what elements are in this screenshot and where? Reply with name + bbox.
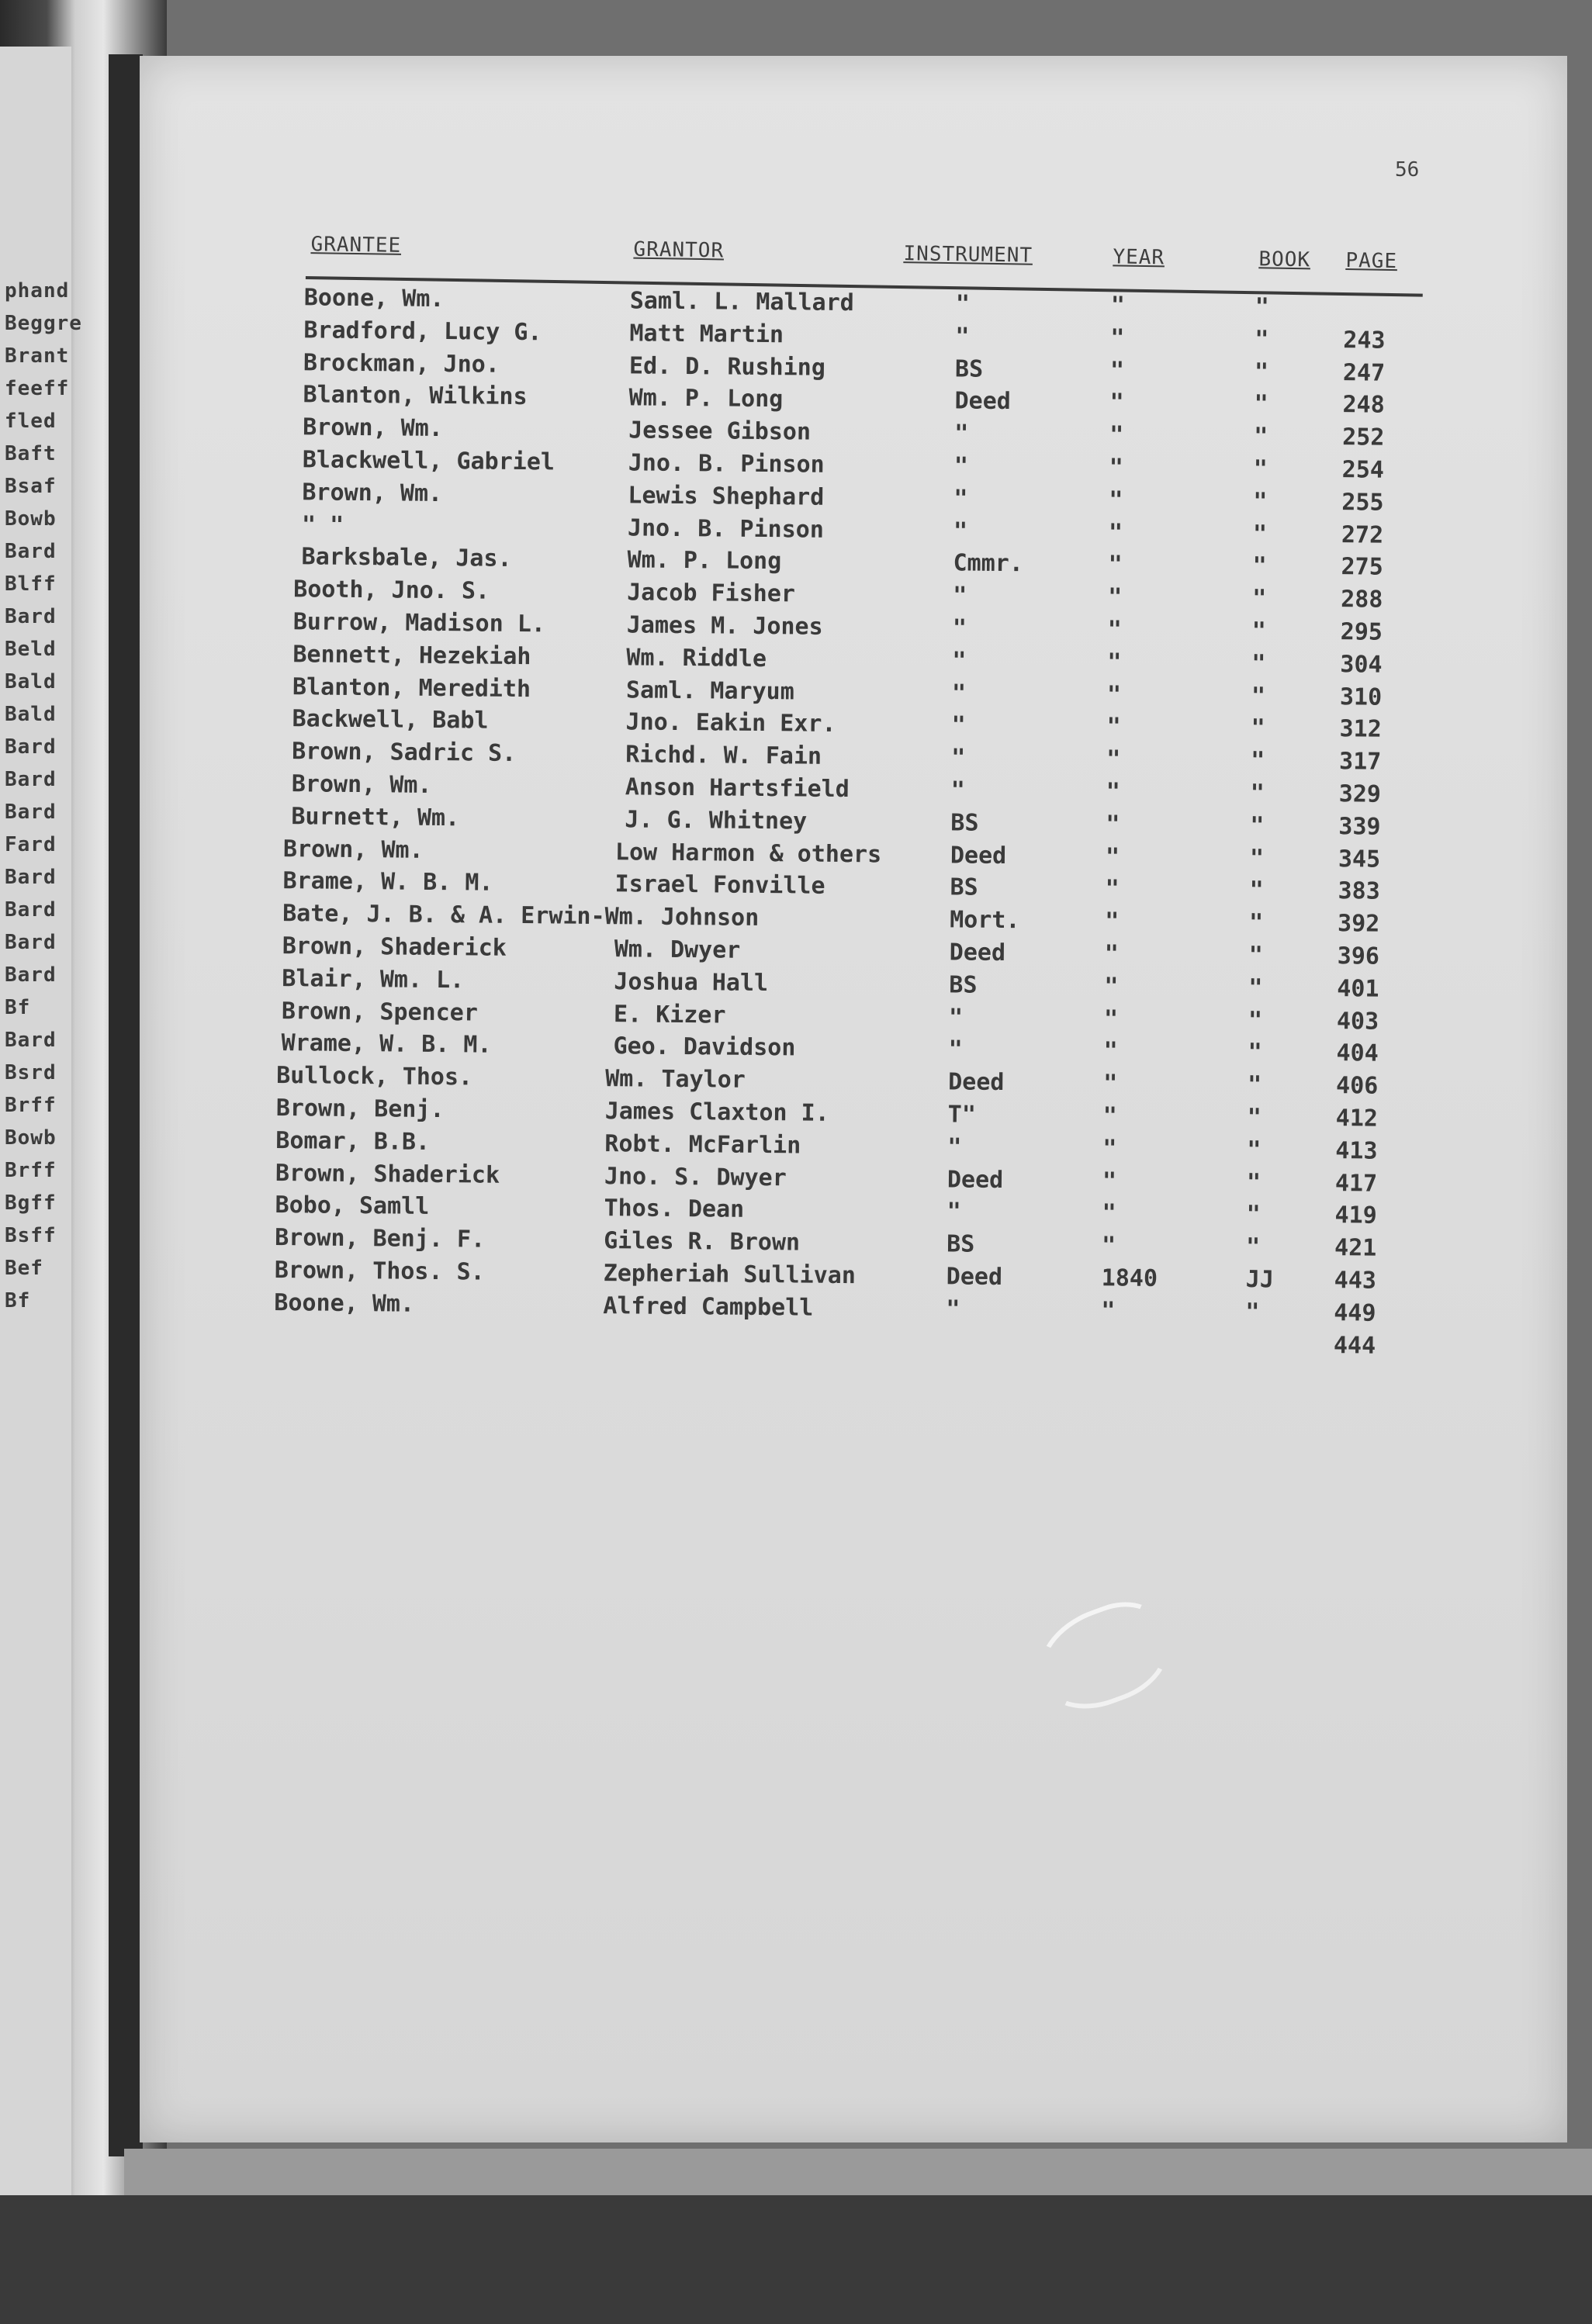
- page-cell: 247: [1342, 358, 1386, 387]
- year-cell: ": [1106, 778, 1120, 806]
- grantor-cell: Wm. P. Long: [627, 546, 782, 576]
- book-cell: ": [1248, 909, 1264, 937]
- page-cell: 417: [1334, 1169, 1378, 1198]
- bleed-text: Fard: [5, 833, 57, 856]
- grantor-cell: Wm. Taylor: [605, 1065, 746, 1094]
- year-cell: ": [1109, 389, 1124, 417]
- page-cell: 248: [1342, 391, 1385, 420]
- grantee-cell: Brown, Thos. S.: [274, 1256, 485, 1286]
- page-cell: 419: [1334, 1202, 1377, 1229]
- book-cell: ": [1254, 423, 1268, 451]
- instrument-cell: ": [953, 485, 968, 513]
- page-cell: 404: [1336, 1039, 1379, 1067]
- book-cell: ": [1250, 747, 1265, 775]
- grantor-cell: J. G. Whitney: [625, 806, 808, 835]
- bleed-text: Beggre: [5, 312, 82, 335]
- header-grantor: GRANTOR: [633, 237, 725, 263]
- grantee-cell: Brockman, Jno.: [303, 348, 500, 379]
- page-cell: 444: [1333, 1331, 1376, 1360]
- instrument-cell: ": [953, 517, 968, 545]
- year-cell: ": [1101, 1232, 1116, 1260]
- instrument-cell: BS: [950, 873, 978, 902]
- year-cell: ": [1109, 486, 1123, 514]
- book-cell: ": [1248, 1006, 1263, 1034]
- year-cell: ": [1107, 648, 1122, 676]
- grantor-cell: Ed. D. Rushing: [628, 351, 826, 382]
- year-cell: ": [1108, 583, 1123, 611]
- year-cell: ": [1105, 875, 1120, 903]
- grantee-cell: Burrow, Madison L.: [292, 608, 546, 638]
- page-cell: 254: [1341, 456, 1385, 484]
- bleed-text: Bard: [5, 768, 57, 791]
- book-cell: ": [1247, 1071, 1262, 1099]
- year-cell: ": [1104, 940, 1119, 968]
- page-cell: 449: [1334, 1299, 1376, 1327]
- year-cell: ": [1101, 1296, 1116, 1325]
- bleed-text: Bard: [5, 963, 57, 987]
- bleed-text: Bard: [5, 801, 57, 824]
- grantor-cell: Joshua Hall: [614, 967, 769, 997]
- book-cell: ": [1255, 293, 1270, 321]
- bleed-text: Bsrd: [5, 1061, 57, 1084]
- page-cell: 295: [1340, 618, 1383, 646]
- grantee-cell: Brown, Wm.: [282, 835, 424, 864]
- instrument-cell: ": [948, 1003, 964, 1032]
- bleed-text: Bald: [5, 670, 57, 693]
- header-page: PAGE: [1345, 249, 1398, 274]
- bleed-text: Bowb: [5, 1126, 57, 1150]
- year-cell: ": [1108, 518, 1123, 547]
- previous-page-edge: [0, 47, 82, 2234]
- grantee-cell: Burnett, Wm.: [291, 802, 460, 832]
- book-cell: ": [1249, 877, 1264, 904]
- bleed-text: Bef: [5, 1257, 43, 1280]
- grantor-cell: Saml. L. Mallard: [629, 287, 854, 317]
- year-cell: ": [1107, 616, 1123, 644]
- year-cell: ": [1103, 1005, 1119, 1032]
- grantor-cell: Thos. Dean: [604, 1195, 745, 1224]
- grantor-cell: Geo. Davidson: [613, 1032, 796, 1062]
- bleed-text: Brant: [5, 344, 70, 368]
- instrument-cell: ": [952, 614, 967, 642]
- bleed-text: Bf: [5, 996, 31, 1019]
- grantor-cell: Wm. P. Long: [628, 384, 784, 413]
- book-cell: ": [1251, 682, 1266, 710]
- bleed-text: Bgff: [5, 1191, 57, 1215]
- book-cell: ": [1248, 1039, 1262, 1067]
- ledger-rows: [269, 284, 1443, 1365]
- year-cell: ": [1108, 551, 1123, 579]
- page-cell: 329: [1338, 780, 1382, 808]
- grantee-cell: Brown, Wm.: [302, 479, 443, 507]
- grantor-cell: Lewis Shephard: [628, 482, 825, 511]
- page-cell: 412: [1335, 1105, 1379, 1133]
- book-cell: ": [1245, 1298, 1260, 1326]
- grantee-cell: Brame, W. B. M.: [282, 867, 493, 897]
- page-cell: 345: [1338, 845, 1381, 873]
- instrument-cell: ": [947, 1198, 961, 1226]
- year-cell: ": [1102, 1167, 1117, 1195]
- year-cell: ": [1102, 1199, 1116, 1227]
- year-cell: 1840: [1101, 1264, 1158, 1292]
- instrument-cell: BS: [950, 809, 979, 837]
- bleed-text: Bard: [5, 931, 57, 954]
- grantee-cell: Blackwell, Gabriel: [302, 446, 555, 476]
- page-cell: 288: [1340, 586, 1383, 614]
- year-cell: ": [1103, 1037, 1118, 1065]
- grantee-cell: Blair, Wm. L.: [282, 964, 465, 994]
- instrument-cell: BS: [954, 354, 984, 383]
- bleed-text: Bard: [5, 1029, 57, 1052]
- page-cell: 421: [1334, 1234, 1377, 1262]
- grantor-cell: Wm. Riddle: [626, 644, 767, 673]
- bleed-text: feeff: [5, 377, 70, 400]
- grantee-cell: Boone, Wm.: [303, 284, 445, 313]
- book-cell: ": [1247, 1136, 1261, 1164]
- grantee-cell: Brown, Wm.: [291, 770, 432, 799]
- grantee-cell: Brown, Sadric S.: [292, 738, 517, 768]
- book-cell: ": [1251, 585, 1267, 613]
- grantor-cell: Jessee Gibson: [628, 417, 812, 446]
- grantor-cell: Wm. Dwyer: [614, 935, 741, 964]
- instrument-cell: ": [948, 1036, 963, 1063]
- page-cell: 401: [1337, 974, 1379, 1003]
- page-cell: 255: [1341, 488, 1384, 517]
- instrument-cell: ": [951, 711, 966, 739]
- book-cell: ": [1249, 844, 1265, 872]
- book-cell: ": [1250, 811, 1265, 839]
- year-cell: ": [1102, 1070, 1118, 1098]
- year-cell: ": [1109, 454, 1124, 482]
- book-cell: ": [1251, 649, 1266, 677]
- grantor-cell: James Claxton I.: [604, 1098, 829, 1127]
- page-cell: 312: [1339, 715, 1382, 744]
- grantor-cell: Alfred Campbell: [603, 1292, 814, 1322]
- grantor-cell: Robt. McFarlin: [604, 1129, 801, 1160]
- instrument-cell: Mort.: [950, 906, 1020, 935]
- book-cell: ": [1253, 487, 1268, 516]
- grantor-cell: Jno. S. Dwyer: [604, 1162, 787, 1191]
- instrument-cell: ": [955, 323, 970, 351]
- page-cell: 310: [1339, 683, 1383, 711]
- instrument-cell: Deed: [954, 387, 1012, 416]
- grantor-cell: Zepheriah Sullivan: [603, 1259, 857, 1290]
- book-cell: ": [1248, 941, 1263, 970]
- page-cell: 383: [1338, 877, 1380, 905]
- page-cell: 317: [1338, 748, 1382, 776]
- bleed-text: Bald: [5, 703, 57, 726]
- page-cell: 406: [1335, 1072, 1379, 1100]
- book-cell: JJ: [1245, 1265, 1275, 1294]
- page-cell: 413: [1335, 1136, 1378, 1165]
- bleed-text: Blff: [5, 572, 57, 596]
- page-cell: 272: [1341, 520, 1384, 549]
- book-cell: ": [1254, 390, 1268, 418]
- bleed-text: Bsff: [5, 1224, 57, 1247]
- bleed-text: Bard: [5, 898, 57, 922]
- grantor-cell: Matt Martin: [629, 320, 784, 349]
- grantee-cell: Backwell, Babl: [292, 705, 489, 735]
- year-cell: ": [1109, 421, 1124, 449]
- page-bottom-edge: [124, 2149, 1592, 2195]
- grantor-cell: E. Kizer: [613, 1000, 726, 1029]
- bleed-text: Bard: [5, 605, 57, 628]
- grantee-cell: Bobo, Samll: [275, 1191, 430, 1221]
- book-cell: ": [1246, 1168, 1261, 1196]
- page-cell: 275: [1341, 553, 1383, 582]
- grantee-cell: Blanton, Wilkins: [303, 381, 528, 411]
- instrument-cell: Deed: [950, 841, 1007, 870]
- instrument-cell: Deed: [947, 1068, 1005, 1097]
- grantee-cell: Brown, Wm.: [303, 413, 444, 443]
- bleed-text: Bf: [5, 1289, 31, 1312]
- instrument-cell: ": [951, 679, 967, 707]
- book-cell: ": [1247, 1103, 1261, 1132]
- grantor-cell: Jno. B. Pinson: [627, 514, 825, 544]
- grantee-cell: Brown, Shaderick: [282, 932, 507, 962]
- book-cell: ": [1252, 520, 1268, 548]
- page-cell: 392: [1337, 910, 1380, 938]
- grantee-cell: Bradford, Lucy G.: [303, 316, 542, 347]
- instrument-cell: ": [947, 1133, 962, 1161]
- background-bottom: [0, 2195, 1592, 2324]
- instrument-cell: Deed: [947, 1165, 1004, 1194]
- book-cell: ": [1251, 617, 1266, 645]
- binding-shadow: [109, 54, 143, 2156]
- bleed-text: Baft: [5, 442, 57, 465]
- page-number: 56: [1395, 158, 1420, 182]
- page-cell: 339: [1338, 812, 1381, 841]
- grantee-cell: Brown, Shaderick: [275, 1159, 500, 1189]
- grantee-cell: Boone, Wm.: [274, 1288, 415, 1318]
- book-cell: ": [1246, 1201, 1261, 1229]
- year-cell: ": [1110, 324, 1125, 352]
- book-cell: ": [1245, 1233, 1261, 1261]
- year-cell: ": [1104, 908, 1120, 935]
- instrument-cell: Cmmr.: [953, 549, 1024, 578]
- book-cell: ": [1253, 455, 1268, 483]
- instrument-cell: T": [947, 1101, 977, 1129]
- instrument-cell: ": [954, 420, 969, 448]
- grantee-cell: Blanton, Meredith: [292, 673, 531, 703]
- bleed-text: Bard: [5, 735, 57, 759]
- bleed-text: phand: [5, 279, 70, 303]
- grantee-cell: Bate, J. B. & A. Erwin-Wm. Johnson: [282, 900, 760, 932]
- grantor-cell: Giles R. Brown: [604, 1227, 801, 1257]
- instrument-cell: ": [951, 744, 966, 772]
- year-cell: ": [1102, 1134, 1117, 1163]
- grantor-cell: Anson Hartsfield: [625, 773, 850, 804]
- grantee-cell: " ": [301, 510, 344, 539]
- grantee-cell: Brown, Benj. F.: [275, 1224, 486, 1254]
- year-cell: ": [1106, 680, 1122, 709]
- bleed-text: Brff: [5, 1159, 57, 1182]
- instrument-cell: Deed: [946, 1263, 1003, 1291]
- page-cell: 443: [1334, 1267, 1377, 1295]
- grantor-cell: James M. Jones: [626, 611, 823, 641]
- grantee-cell: Bomar, B.B.: [275, 1126, 431, 1156]
- instrument-cell: ": [950, 776, 966, 804]
- bleed-text: Bard: [5, 866, 57, 889]
- page-cell: 243: [1343, 326, 1386, 354]
- instrument-cell: BS: [946, 1230, 975, 1258]
- instrument-cell: ": [953, 452, 969, 480]
- page-cell: 403: [1336, 1007, 1379, 1036]
- bleed-text: Bowb: [5, 507, 57, 531]
- instrument-cell: ": [955, 290, 971, 318]
- year-cell: ": [1105, 842, 1120, 870]
- page-cell: 396: [1337, 942, 1380, 970]
- grantee-cell: Bullock, Thos.: [276, 1062, 473, 1091]
- year-cell: ": [1109, 356, 1125, 385]
- instrument-cell: Deed: [949, 939, 1006, 967]
- grantor-cell: Jacob Fisher: [627, 579, 796, 608]
- grantor-cell: Richd. W. Fain: [625, 741, 822, 770]
- header-instrument: INSTRUMENT: [903, 242, 1033, 268]
- instrument-cell: BS: [949, 971, 978, 999]
- header-year: YEAR: [1113, 245, 1165, 270]
- instrument-cell: ": [952, 647, 967, 675]
- book-cell: ": [1251, 714, 1265, 742]
- instrument-cell: ": [946, 1295, 960, 1323]
- grantor-cell: Low Harmon & others: [614, 838, 882, 869]
- bleed-text: fled: [5, 410, 57, 433]
- year-cell: ": [1106, 713, 1121, 741]
- page-cell: 304: [1340, 650, 1383, 679]
- bleed-text: Beld: [5, 638, 57, 661]
- header-grantee: GRANTEE: [310, 233, 402, 258]
- grantor-cell: Saml. Maryum: [625, 676, 794, 705]
- book-cell: ": [1255, 325, 1269, 354]
- header-book: BOOK: [1258, 247, 1311, 272]
- year-cell: ": [1104, 972, 1119, 1001]
- instrument-cell: ": [953, 582, 967, 610]
- bleed-text: Bsaf: [5, 475, 57, 498]
- grantee-cell: Barksbale, Jas.: [301, 543, 512, 573]
- grantor-cell: Jno. Eakin Exr.: [625, 708, 836, 738]
- book-cell: ": [1254, 358, 1269, 386]
- page-cell: 252: [1341, 424, 1385, 451]
- book-cell: ": [1250, 780, 1265, 808]
- grantee-cell: Brown, Spencer: [281, 997, 479, 1027]
- year-cell: ": [1106, 811, 1120, 839]
- grantee-cell: Bennett, Hezekiah: [292, 640, 531, 670]
- year-cell: ": [1102, 1102, 1117, 1130]
- grantor-cell: Israel Fonville: [614, 870, 825, 901]
- bleed-text: Brff: [5, 1094, 57, 1117]
- bleed-text: Bard: [5, 540, 57, 563]
- book-cell: ": [1248, 974, 1263, 1001]
- grantee-cell: Brown, Benj.: [275, 1094, 445, 1124]
- grantee-cell: Wrame, W. B. M.: [281, 1029, 492, 1059]
- grantor-cell: Jno. B. Pinson: [628, 449, 825, 479]
- grantee-cell: Booth, Jno. S.: [293, 576, 490, 605]
- year-cell: ": [1106, 745, 1121, 773]
- year-cell: ": [1110, 292, 1126, 320]
- book-cell: ": [1252, 552, 1267, 580]
